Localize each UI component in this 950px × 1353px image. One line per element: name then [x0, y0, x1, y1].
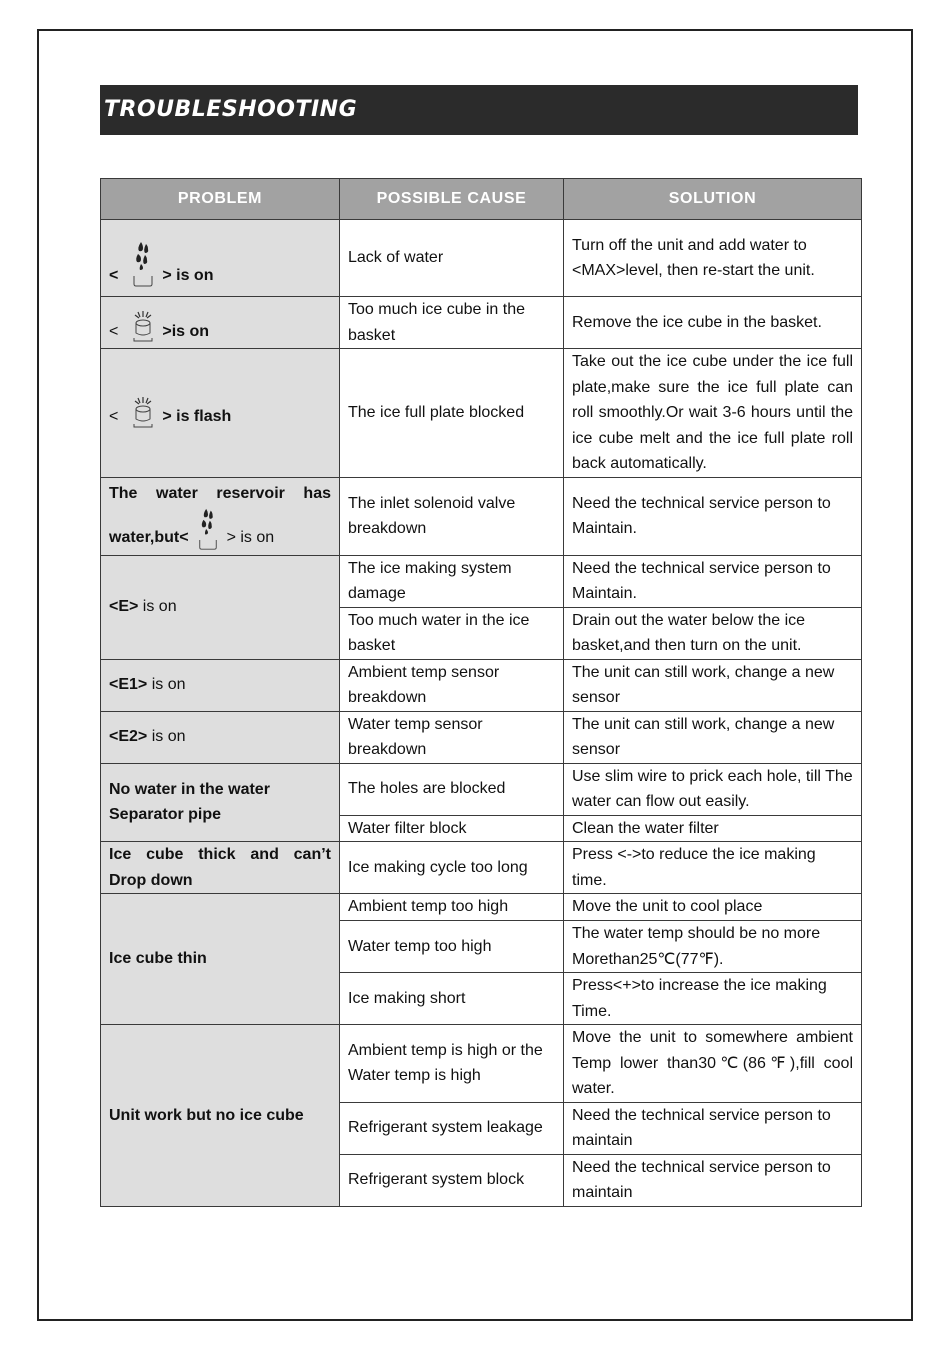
- solution-cell: Need the technical service person to maintain: [564, 1154, 862, 1206]
- problem-suffix: > is on: [162, 266, 214, 284]
- table-row: [101, 297, 862, 349]
- solution-cell: Turn off the unit and add water to <MAX>level, then re-start the unit.: [564, 220, 862, 297]
- cause-cell: Too much water in the ice basket: [340, 607, 564, 659]
- cause-cell: The holes are blocked: [340, 763, 564, 815]
- troubleshooting-table: [100, 178, 862, 1207]
- table-row: [101, 659, 862, 711]
- problem-prefix: <: [109, 408, 119, 426]
- solution-cell: Remove the ice cube in the basket.: [564, 297, 862, 349]
- ice-full-icon: [132, 396, 154, 430]
- problem-line-2-bold: water,but<: [109, 529, 189, 547]
- cause-cell: Ice making short: [340, 973, 564, 1025]
- error-code: <E2>: [109, 728, 148, 746]
- solution-cell: Need the technical service person to maintain: [564, 1102, 862, 1154]
- problem-line-1: The water reservoir has: [109, 485, 331, 503]
- cause-cell: Ambient temp is high or the Water temp is high: [340, 1025, 564, 1103]
- water-drop-icon: [197, 507, 219, 551]
- table-row: [101, 555, 862, 607]
- solution-cell: The water temp should be no more Morethan25℃(77℉).: [564, 921, 862, 973]
- cause-cell: Water temp too high: [340, 921, 564, 973]
- water-drop-icon: [132, 240, 154, 288]
- solution-cell: Move the unit to somewhere ambient Temp lower than30℃(86℉),fill cool water.: [564, 1025, 862, 1103]
- solution-cell: Press<+>to increase the ice making Time.: [564, 973, 862, 1025]
- table-row: [101, 1025, 862, 1103]
- table-row: [101, 477, 862, 555]
- problem-cell: [101, 659, 340, 711]
- table-row: [101, 894, 862, 921]
- solution-cell: Use slim wire to prick each hole, till The water can flow out easily.: [564, 763, 862, 815]
- cause-cell: Water temp sensor breakdown: [340, 711, 564, 763]
- problem-line-2-rest: > is on: [226, 529, 275, 547]
- solution-cell: Take out the ice cube under the ice full plate,make sure the ice full plate can roll smoothly.Or wait 3-6 hours until the ice cube melt and the ice full plate roll back automatically.: [564, 349, 862, 478]
- table-row: [101, 349, 862, 478]
- cause-cell: Water filter block: [340, 815, 564, 842]
- cause-cell: Ice making cycle too long: [340, 842, 564, 894]
- ice-full-icon: [132, 310, 154, 344]
- problem-cell: [101, 711, 340, 763]
- cause-cell: Ambient temp sensor breakdown: [340, 659, 564, 711]
- problem-text: is on: [147, 676, 186, 694]
- problem-prefix: <: [109, 266, 119, 284]
- problem-cell: [101, 297, 340, 349]
- table-header-row: [101, 179, 862, 220]
- solution-cell: Drain out the water below the ice basket,and then turn on the unit.: [564, 607, 862, 659]
- header-solution: SOLUTION: [564, 179, 862, 220]
- error-code: <E>: [109, 598, 139, 616]
- solution-cell: Move the unit to cool place: [564, 894, 862, 921]
- problem-cell: Ice cube thick and can’t Drop down: [101, 842, 340, 894]
- table-row: [101, 711, 862, 763]
- solution-cell: Need the technical service person to Maintain.: [564, 555, 862, 607]
- table-row: [101, 220, 862, 297]
- problem-cell: [101, 555, 340, 659]
- cause-cell: Ambient temp too high: [340, 894, 564, 921]
- problem-suffix: > is flash: [162, 408, 232, 426]
- solution-cell: Need the technical service person to Maintain.: [564, 477, 862, 555]
- cause-cell: Too much ice cube in the basket: [340, 297, 564, 349]
- table-row: [101, 763, 862, 815]
- problem-cell: [101, 220, 340, 297]
- cause-cell: The ice making system damage: [340, 555, 564, 607]
- solution-cell: Clean the water filter: [564, 815, 862, 842]
- cause-cell: Refrigerant system block: [340, 1154, 564, 1206]
- problem-cell: No water in the water Separator pipe: [101, 763, 340, 842]
- solution-cell: The unit can still work, change a new sensor: [564, 659, 862, 711]
- problem-text: is on: [138, 598, 177, 616]
- problem-cell: Unit work but no ice cube: [101, 1025, 340, 1207]
- table-row: [101, 842, 862, 894]
- error-code: <E1>: [109, 676, 148, 694]
- header-possible-cause: POSSIBLE CAUSE: [340, 179, 564, 220]
- problem-suffix: >is on: [162, 322, 210, 340]
- section-title-bar: [100, 85, 858, 135]
- section-title: TROUBLESHOOTING: [104, 97, 358, 122]
- solution-cell: The unit can still work, change a new sensor: [564, 711, 862, 763]
- solution-cell: Press <->to reduce the ice making time.: [564, 842, 862, 894]
- problem-prefix: <: [109, 322, 119, 340]
- problem-cell: [101, 349, 340, 478]
- cause-cell: The inlet solenoid valve breakdown: [340, 477, 564, 555]
- cause-cell: The ice full plate blocked: [340, 349, 564, 478]
- problem-cell: [101, 477, 340, 555]
- problem-cell: Ice cube thin: [101, 894, 340, 1025]
- cause-cell: Lack of water: [340, 220, 564, 297]
- header-problem: PROBLEM: [101, 179, 340, 220]
- problem-text: is on: [147, 728, 186, 746]
- cause-cell: Refrigerant system leakage: [340, 1102, 564, 1154]
